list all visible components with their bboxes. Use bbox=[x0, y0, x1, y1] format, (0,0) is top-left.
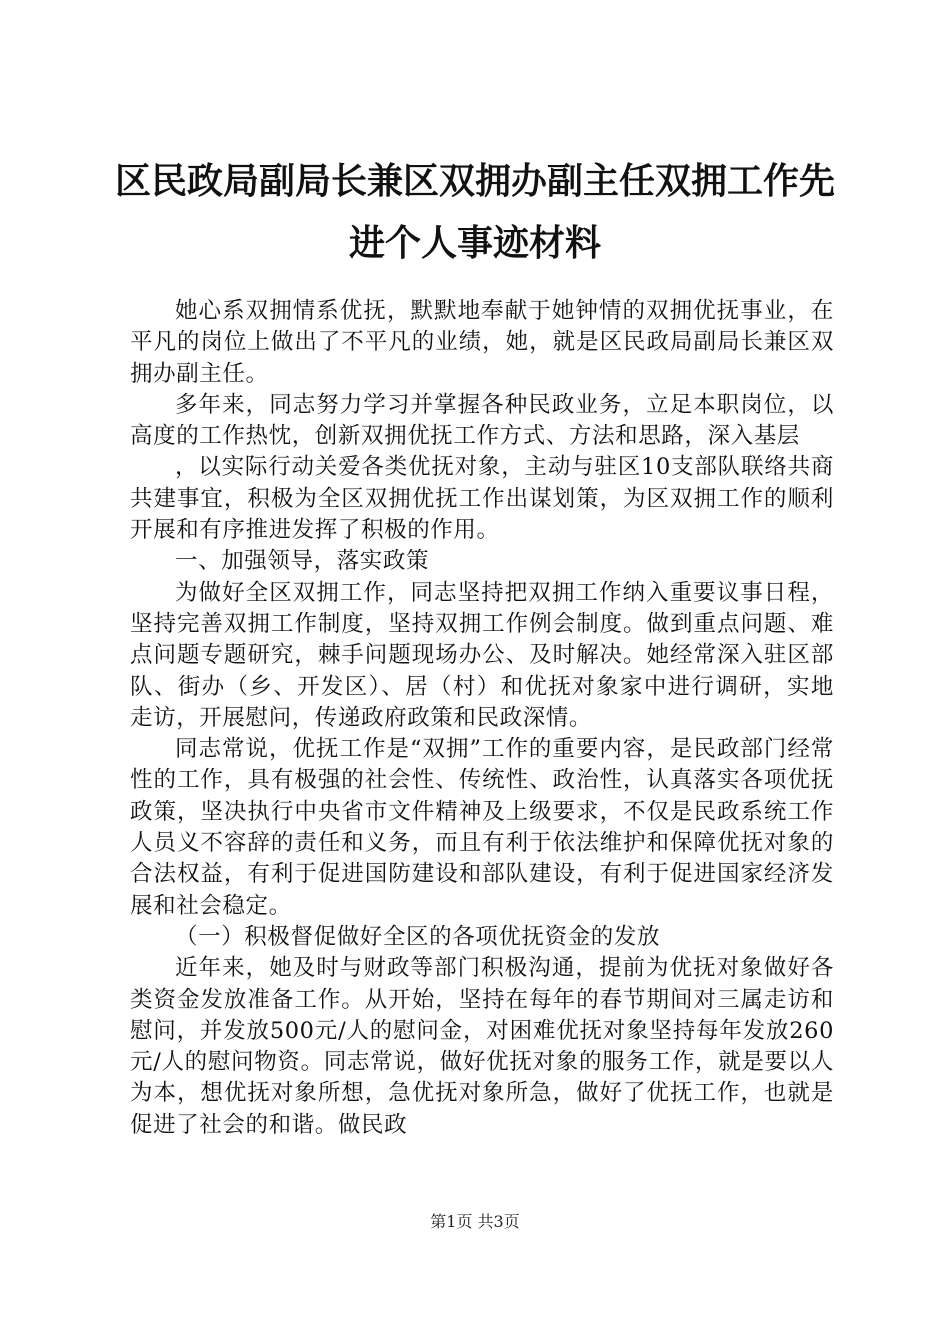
page-footer: 第1页 共3页 bbox=[430, 1212, 520, 1231]
paragraph: 近年来，她及时与财政等部门积极沟通，提前为优抚对象做好各类资金发放准备工作。从开始，坚持在每年的春节期间对三属走访和慰问，并发放500元/人的慰问金，对困难优抚对象坚持每年发放260元/人的慰问物资。同志常说，做好优抚对象的服务工作，就是要以人为本，想优抚对象所想，急优抚对象所急，做好了优抚工作，也就是促进了社会的和谐。做民政 bbox=[130, 955, 834, 1138]
subsection-heading: （一）积极督促做好全区的各项优抚资金的发放 bbox=[175, 923, 661, 950]
paragraph: 同志常说，优抚工作是“双拥”工作的重要内容，是民政部门经常性的工作，具有极强的社会性、传统性、政治性，认真落实各项优抚政策，坚决执行中央省市文件精神及上级要求，不仅是民政系统工作人员义不容辞的责任和义务，而且有利于依法维护和保障优抚对象的合法权益，有利于促进国防建设和部队建设，有利于促进国家经济发展和社会稳定。 bbox=[130, 736, 834, 919]
paragraph: 多年来，同志努力学习并掌握各种民政业务，立足本职岗位，以高度的工作热忱，创新双拥优抚工作方式、方法和思路，深入基层 bbox=[130, 391, 834, 450]
document-body bbox=[130, 296, 834, 1141]
paragraph: 为做好全区双拥工作，同志坚持把双拥工作纳入重要议事日程，坚持完善双拥工作制度，坚持双拥工作例会制度。做到重点问题、难点问题专题研究，棘手问题现场办公、及时解决。她经常深入驻区部队、街办（乡、开发区）、居（村）和优抚对象家中进行调研，实地走访，开展慰问，传递政府政策和民政深情。 bbox=[130, 579, 834, 731]
document-title-line-2: 进个人事迹材料 bbox=[348, 223, 601, 264]
paragraph: ，以实际行动关爱各类优抚对象，主动与驻区10支部队联络共商共建事宜，积极为全区双拥优抚工作出谋划策，为区双拥工作的顺利开展和有序推进发挥了积极的作用。 bbox=[130, 454, 834, 544]
section-heading: 一、加强领导，落实政策 bbox=[175, 548, 430, 575]
paragraph: 她心系双拥情系优抚，默默地奉献于她钟情的双拥优抚事业，在平凡的岗位上做出了不平凡的业绩，她，就是区民政局副局长兼区双拥办副主任。 bbox=[130, 298, 834, 387]
document-title-line-1: 区民政局副局长兼区双拥办副主任双拥工作先 bbox=[114, 161, 835, 202]
